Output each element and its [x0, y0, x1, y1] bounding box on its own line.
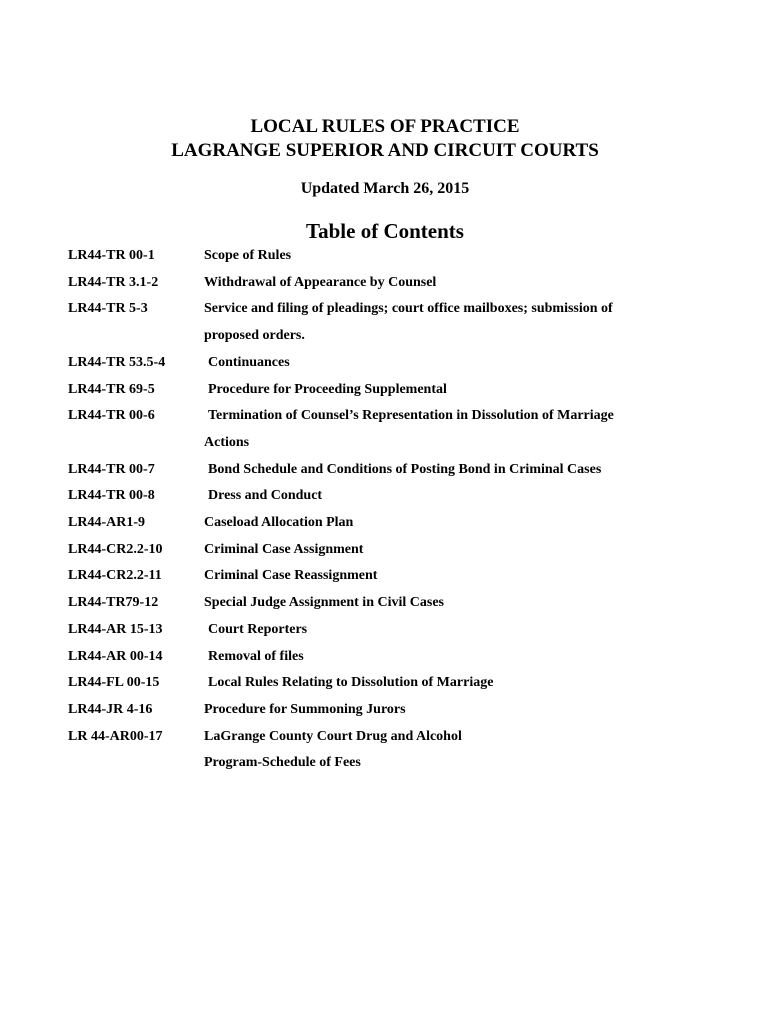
- toc-row: [68, 750, 708, 777]
- toc-rule-code: LR44-TR 5-3: [68, 301, 148, 317]
- toc-rule-code: LR44-AR1-9: [68, 515, 145, 531]
- toc-rule-code: LR44-TR 3.1-2: [68, 274, 159, 290]
- toc-row: [68, 510, 708, 537]
- toc-rule-title: Court Reporters: [208, 621, 308, 637]
- toc-rule-code: LR44-CR2.2-10: [68, 541, 163, 557]
- toc-rule-title: Service and filing of pleadings; court office mailboxes; submission of: [204, 301, 613, 317]
- toc-rule-code: LR44-TR 00-1: [68, 248, 155, 263]
- toc-rule-title: Removal of files: [208, 648, 304, 664]
- toc-rule-title: Special Judge Assignment in Civil Cases: [204, 595, 444, 611]
- table-of-contents: [68, 243, 708, 777]
- toc-row: [68, 457, 708, 484]
- toc-rule-code: LR44-AR 15-13: [68, 621, 163, 637]
- toc-row: [68, 590, 708, 617]
- toc-rule-title: Continuances: [208, 354, 290, 370]
- toc-row: [68, 430, 708, 457]
- toc-row: [68, 243, 708, 270]
- toc-rule-title: Criminal Case Assignment: [204, 541, 364, 557]
- toc-rule-title: Scope of Rules: [204, 248, 292, 263]
- document-title-line1: LOCAL RULES OF PRACTICE: [250, 116, 520, 137]
- toc-row: [68, 537, 708, 564]
- toc-row: [68, 697, 708, 724]
- toc-rule-code: LR44-TR79-12: [68, 595, 159, 611]
- toc-rule-code: LR44-JR 4-16: [68, 701, 153, 717]
- toc-rule-code: LR44-TR 53.5-4: [68, 354, 166, 370]
- toc-rule-code: LR44-TR 00-7: [68, 461, 155, 477]
- toc-rule-title: Local Rules Relating to Dissolution of Marriage: [208, 675, 494, 691]
- toc-rule-code: LR44-TR 00-6: [68, 408, 155, 424]
- toc-row: [68, 377, 708, 404]
- toc-row: [68, 350, 708, 377]
- toc-rule-title: Procedure for Proceeding Supplemental: [208, 381, 447, 397]
- toc-rule-title: Procedure for Summoning Jurors: [204, 701, 406, 717]
- toc-row: [68, 563, 708, 590]
- toc-rule-title: Criminal Case Reassignment: [204, 568, 378, 584]
- toc-rule-title: Dress and Conduct: [208, 488, 323, 504]
- toc-rule-code: LR 44-AR00-17: [68, 728, 163, 744]
- toc-rule-code: LR44-FL 00-15: [68, 675, 160, 691]
- toc-heading: Table of Contents: [306, 219, 464, 243]
- toc-rule-code: LR44-TR 69-5: [68, 381, 155, 397]
- toc-rule-code: LR44-AR 00-14: [68, 648, 163, 664]
- toc-row: [68, 296, 708, 323]
- toc-row: [68, 724, 708, 751]
- document-title-line2: LAGRANGE SUPERIOR AND CIRCUIT COURTS: [171, 140, 599, 161]
- toc-rule-title: Withdrawal of Appearance by Counsel: [204, 274, 437, 290]
- toc-rule-title: Termination of Counsel’s Representation in Dissolution of Marriage: [208, 408, 614, 424]
- toc-row: [68, 644, 708, 671]
- toc-row: [68, 617, 708, 644]
- toc-rule-title: proposed orders.: [204, 328, 305, 344]
- toc-rule-code: LR44-TR 00-8: [68, 488, 155, 504]
- toc-rule-title: Caseload Allocation Plan: [204, 515, 354, 531]
- toc-row: [68, 323, 708, 350]
- toc-row: [68, 483, 708, 510]
- toc-row: [68, 670, 708, 697]
- toc-rule-title: Bond Schedule and Conditions of Posting Bond in Criminal Cases: [208, 461, 602, 477]
- toc-row: [68, 403, 708, 430]
- toc-row: [68, 270, 708, 297]
- updated-date: Updated March 26, 2015: [300, 180, 470, 197]
- toc-rule-code: LR44-CR2.2-11: [68, 568, 162, 584]
- toc-rule-title: Actions: [204, 434, 250, 450]
- toc-rule-title: LaGrange County Court Drug and Alcohol: [204, 728, 462, 744]
- toc-rule-title: Program-Schedule of Fees: [204, 755, 361, 771]
